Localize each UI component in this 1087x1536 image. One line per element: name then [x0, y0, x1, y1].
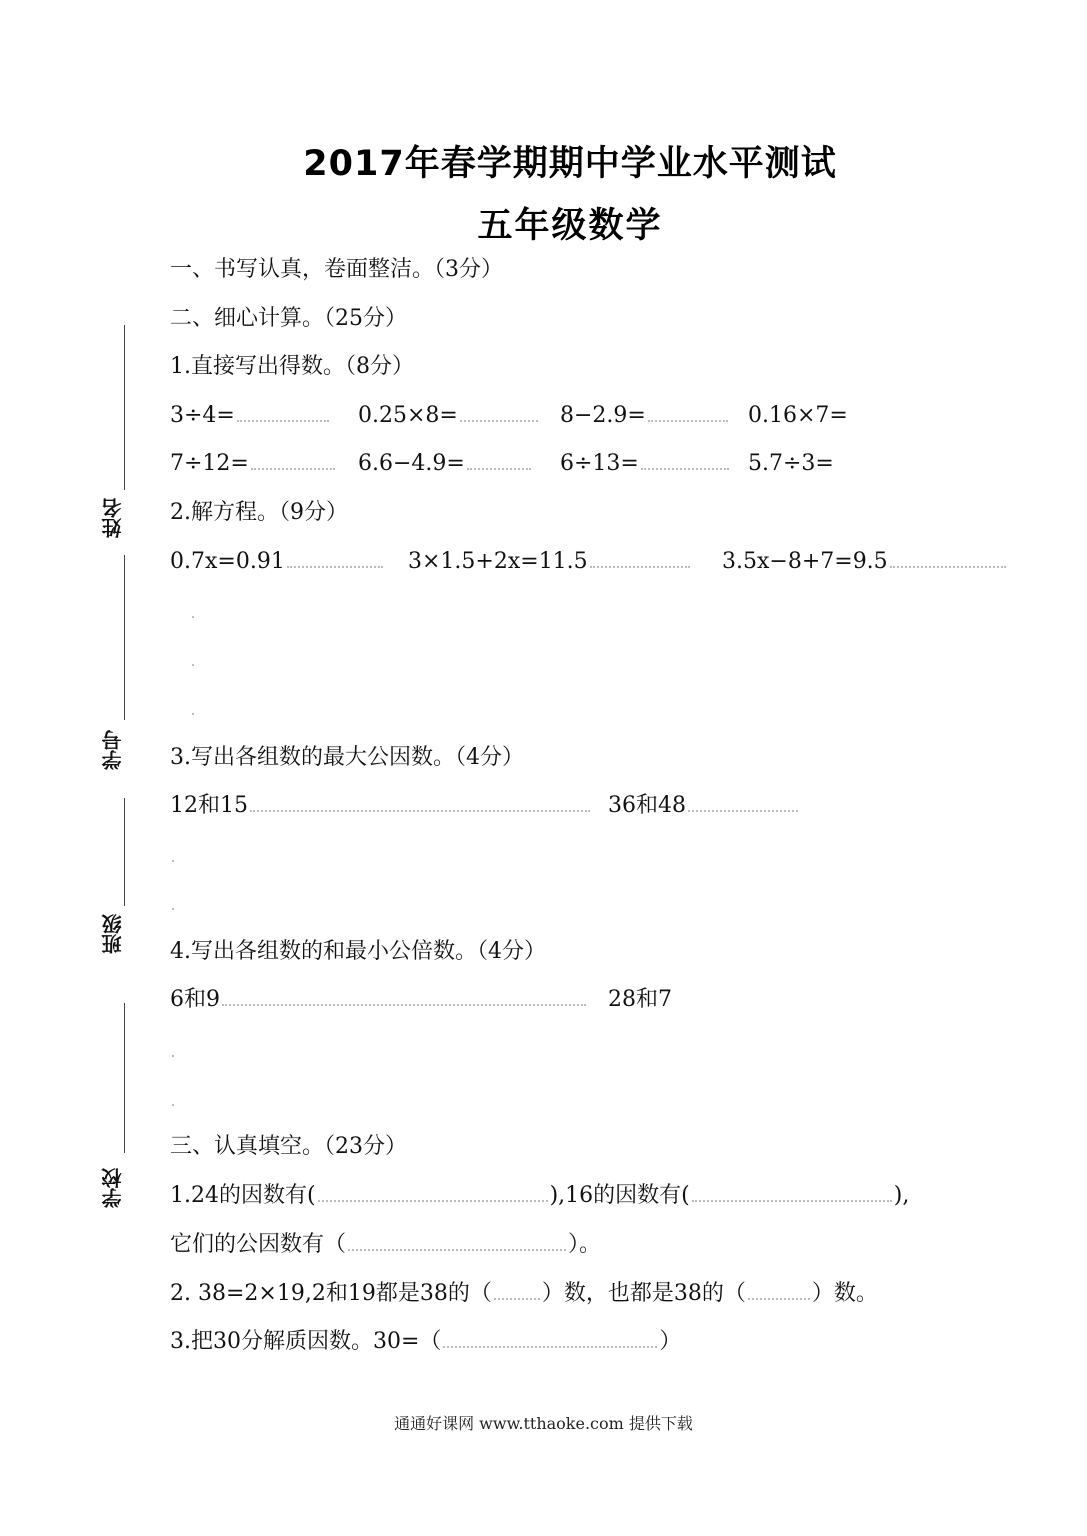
- gcd-item: [170, 791, 592, 821]
- answer-blank[interactable]: [748, 1280, 810, 1300]
- answer-blank[interactable]: [251, 450, 335, 470]
- equation-item: [408, 547, 692, 577]
- answer-blank[interactable]: [467, 450, 531, 470]
- fill-text: ）。: [568, 1232, 602, 1257]
- fill-text: ）数。: [811, 1281, 878, 1306]
- binding-line-3: [124, 798, 125, 906]
- exam-subtitle: 五年级数学: [477, 206, 663, 246]
- work-space-mark: [172, 860, 174, 862]
- answer-blank[interactable]: [237, 402, 329, 422]
- fill-text: ),: [893, 1183, 910, 1208]
- number-pair: 36和48: [608, 793, 686, 818]
- answer-blank[interactable]: [222, 986, 586, 1006]
- answer-blank[interactable]: [494, 1280, 540, 1300]
- fill-q3: [170, 1327, 681, 1357]
- lcm-item: [608, 985, 672, 1015]
- work-space-mark: [192, 664, 194, 666]
- work-space-mark: [172, 908, 174, 910]
- footer-credit: 通通好课网 www.tthaoke.com 提供下载: [394, 1414, 693, 1433]
- calc-item: [748, 401, 848, 431]
- gcd-item: [608, 791, 800, 821]
- answer-blank[interactable]: [641, 450, 729, 470]
- section3-heading: 三、认真填空。（23分）: [170, 1134, 407, 1159]
- fill-text: ）数，也都是38的（: [541, 1281, 746, 1306]
- calc-item: [358, 401, 540, 431]
- fill-text: 2. 38=2×19,2和19都是38的（: [170, 1281, 492, 1306]
- school-label: 学校: [101, 1168, 125, 1208]
- fill-text: 它们的公因数有（: [170, 1232, 347, 1257]
- equation: 3.5x−8+7=9.5: [722, 549, 888, 574]
- section1-heading: 一、书写认真，卷面整洁。（3分）: [170, 257, 503, 282]
- q2-heading: 2.解方程。（9分）: [170, 500, 348, 525]
- fill-text: ),16的因数有(: [549, 1183, 690, 1208]
- section2-heading: 二、细心计算。（25分）: [170, 306, 407, 331]
- fill-text: 1.24的因数有(: [170, 1183, 316, 1208]
- answer-blank[interactable]: [443, 1328, 657, 1348]
- calc-item: [358, 449, 533, 479]
- calc-item: [560, 449, 731, 479]
- answer-blank[interactable]: [348, 1231, 566, 1251]
- calc-item: [748, 449, 834, 479]
- fill-text: 3.把30分解质因数。30=（: [170, 1329, 442, 1354]
- equation: 3×1.5+2x=11.5: [408, 549, 588, 574]
- fill-q1-line2: [170, 1230, 601, 1260]
- fill-q2: [170, 1279, 878, 1309]
- calc-expression: 0.25×8=: [358, 403, 458, 428]
- work-space-mark: [172, 1055, 174, 1057]
- calc-item: [170, 401, 331, 431]
- calc-item: [170, 449, 337, 479]
- calc-expression: 6÷13=: [560, 451, 639, 476]
- lcm-item: [170, 985, 588, 1015]
- binding-line-4: [124, 1003, 125, 1153]
- answer-blank[interactable]: [250, 792, 590, 812]
- answer-blank[interactable]: [692, 1182, 892, 1202]
- fill-q1-line1: [170, 1181, 909, 1211]
- calc-expression: 0.16×7=: [748, 403, 848, 428]
- binding-line-1: [124, 325, 125, 490]
- exam-title: 2017年春学期期中学业水平测试: [303, 144, 837, 184]
- number-pair: 6和9: [170, 987, 220, 1012]
- calc-expression: 7÷12=: [170, 451, 249, 476]
- answer-blank[interactable]: [460, 402, 538, 422]
- class-label: 班级: [101, 914, 125, 954]
- q4-heading: 4.写出各组数的和最小公倍数。（4分）: [170, 939, 546, 964]
- student-id-label: 学号: [101, 730, 125, 770]
- answer-blank[interactable]: [287, 548, 383, 568]
- equation-item: [722, 547, 1008, 577]
- answer-blank[interactable]: [590, 548, 690, 568]
- answer-blank[interactable]: [688, 792, 798, 812]
- calc-expression: 8−2.9=: [560, 403, 646, 428]
- answer-blank[interactable]: [318, 1182, 548, 1202]
- work-space-mark: [172, 1104, 174, 1106]
- number-pair: 28和7: [608, 987, 672, 1012]
- number-pair: 12和15: [170, 793, 248, 818]
- name-label: 姓名: [101, 498, 125, 538]
- calc-expression: 5.7÷3=: [748, 451, 834, 476]
- answer-blank[interactable]: [648, 402, 728, 422]
- work-space-mark: [192, 616, 194, 618]
- q1-heading: 1.直接写出得数。（8分）: [170, 354, 414, 379]
- equation-item: [170, 547, 385, 577]
- calc-expression: 6.6−4.9=: [358, 451, 465, 476]
- work-space-mark: [192, 713, 194, 715]
- calc-expression: 3÷4=: [170, 403, 235, 428]
- q3-heading: 3.写出各组数的最大公因数。（4分）: [170, 745, 524, 770]
- calc-item: [560, 401, 730, 431]
- binding-line-2: [124, 555, 125, 720]
- answer-blank[interactable]: [890, 548, 1006, 568]
- equation: 0.7x=0.91: [170, 549, 285, 574]
- fill-text: ）: [659, 1329, 682, 1354]
